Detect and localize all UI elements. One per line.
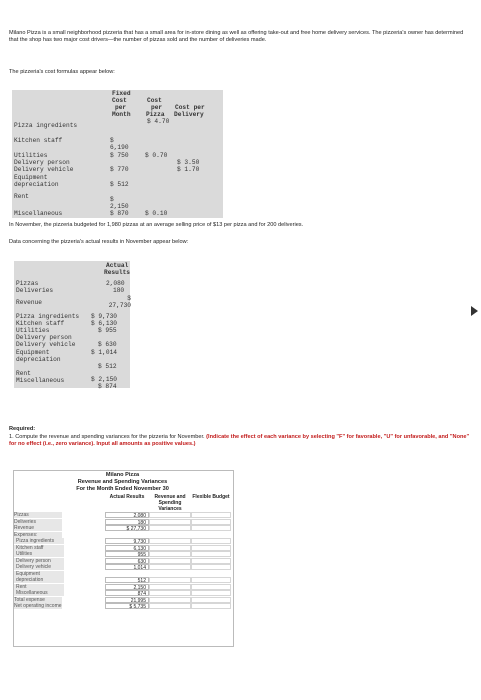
budget-text: In November, the pizzeria budgeted for 1,980 pizzas at an average selling price of $13 per pizza and for 200 deliveries. (9, 222, 304, 228)
actual-row-label: Pizzas (16, 280, 39, 287)
actual-results-cell: 1,014 (105, 564, 149, 570)
actual-value: $ 630 (98, 341, 117, 348)
flexible-budget-input[interactable] (191, 590, 231, 596)
actual-results-cell: 2,150 (105, 584, 149, 590)
actual-row-label: Rent (16, 370, 31, 377)
variance-row (13, 564, 232, 570)
per-delivery-header-1: Cost per (175, 104, 205, 111)
actual-value: $ 27,730 (108, 295, 131, 310)
intro-paragraph: Milano Pizza is a small neighborhood pizzeria that has a small area for in-store dining as well as offering take-out and free home delivery services. The pizzeria's owner has determined that the shop has two major cost drivers—the number of pizzas sold and the number of deliveries made. (9, 30, 464, 44)
actual-header-2: Results (104, 269, 130, 276)
variance-table-title: Revenue and Spending Variances (77, 479, 168, 485)
variance-row (13, 512, 232, 518)
actual-row-label: Kitchen staff (16, 320, 65, 327)
flexible-budget-input[interactable] (191, 584, 231, 590)
actual-row-label: Miscellaneous (16, 377, 65, 384)
variance-input[interactable] (149, 564, 191, 570)
flexible-budget-input[interactable] (191, 551, 231, 557)
actual-results-cell: $ 27,730 (105, 525, 149, 531)
variance-row-label: Equipment depreciation (14, 571, 64, 583)
flexible-budget-input[interactable] (191, 558, 231, 564)
variance-row (13, 584, 232, 590)
col-actual-results: Actual Results (109, 494, 145, 500)
variance-row (13, 603, 232, 609)
fixed-header-2: Cost (112, 97, 127, 104)
variance-row (13, 571, 232, 583)
actual-value: $ 874 (98, 383, 117, 390)
fixed-header-4: Month (112, 111, 131, 118)
flexible-budget-input[interactable] (191, 538, 231, 544)
variance-row-label: Expenses: (14, 532, 62, 538)
variance-input[interactable] (149, 512, 191, 518)
actual-row-label: Pizza ingredients (16, 313, 80, 320)
actual-value: $ 955 (98, 327, 117, 334)
actual-results-cell: 955 (105, 551, 149, 557)
fixed-header-1: Fixed (112, 90, 131, 97)
variance-row-label: Net operating income (14, 603, 62, 609)
actual-row-label: Delivery vehicle (16, 341, 76, 348)
actual-value: $ 9,730 (91, 313, 117, 320)
variance-row-label: Delivery person (14, 558, 64, 564)
actual-results-cell: 630 (105, 558, 149, 564)
actual-header-1: Actual (106, 262, 129, 269)
actual-row-label: Equipment depreciation (16, 349, 61, 364)
flexible-budget-input[interactable] (191, 603, 231, 609)
flexible-budget-input[interactable] (191, 512, 231, 518)
col-flexible-budget: Flexible Budget (192, 494, 230, 500)
per-pizza-value: $ 4.70 (147, 118, 170, 125)
variance-row-label: Pizzas (14, 512, 62, 518)
cost-row-label: Pizza ingredients (14, 122, 78, 129)
variance-input[interactable] (149, 597, 191, 603)
flexible-budget-input[interactable] (191, 519, 231, 525)
cost-row-label: Utilities (14, 152, 48, 159)
fixed-header-3: per (115, 104, 127, 111)
variance-row-label: Pizza ingredients (14, 538, 64, 544)
variance-row-label: Delivery vehicle (14, 564, 64, 570)
fixed-cost-value: $ 2,150 (110, 196, 129, 211)
variance-input[interactable] (149, 577, 191, 583)
variance-row (13, 532, 232, 538)
cost-row-label: Equipment depreciation (14, 174, 59, 189)
cost-row-label: Miscellaneous (14, 210, 63, 217)
actual-value: $ 1,014 (91, 349, 117, 356)
variance-row (13, 545, 232, 551)
variance-input[interactable] (149, 538, 191, 544)
variance-row-label: Miscellaneous (14, 590, 64, 596)
actual-results-cell: 512 (105, 577, 149, 583)
actual-results-cell: 9,730 (105, 538, 149, 544)
variance-input[interactable] (149, 519, 191, 525)
flexible-budget-input[interactable] (191, 525, 231, 531)
variance-row (13, 590, 232, 596)
cost-row-label: Kitchen staff (14, 137, 63, 144)
per-delivery-value: $ 1.70 (177, 166, 200, 173)
actual-results-cell: 21,995 (105, 597, 149, 603)
col-revenue-spending-variances: Revenue and Spending Variances (154, 494, 186, 512)
flexible-budget-input[interactable] (191, 545, 231, 551)
actual-results-cell: 6,130 (105, 545, 149, 551)
variance-row-label: Rent (14, 584, 64, 590)
actual-results-cell: $ 5,735 (105, 603, 149, 609)
cost-row-label: Rent (14, 193, 29, 200)
cost-row-label: Delivery vehicle (14, 166, 74, 173)
fixed-cost-value: $ 6,190 (110, 137, 129, 152)
fixed-cost-value: $ 870 (110, 210, 129, 217)
variance-row-label: Kitchen staff (14, 545, 64, 551)
required-text: 1. Compute the revenue and spending variances for the pizzeria for November. (9, 433, 205, 440)
per-pizza-header-2: per (151, 104, 163, 111)
actual-value: $ 2,150 (91, 376, 117, 383)
variance-row (13, 551, 232, 557)
fixed-cost-value: $ 770 (110, 166, 129, 173)
variance-input[interactable] (149, 525, 191, 531)
variance-row (13, 525, 232, 531)
variance-input[interactable] (149, 584, 191, 590)
variance-table-period: For the Month Ended November 30 (76, 486, 169, 492)
actual-row-label: Utilities (16, 327, 50, 334)
variance-input[interactable] (149, 603, 191, 609)
variance-row-label: Utilities (14, 551, 64, 557)
flexible-budget-input[interactable] (191, 577, 231, 583)
actual-results-cell: 180 (105, 519, 149, 525)
flexible-budget-input[interactable] (191, 564, 231, 570)
variance-row-label: Revenue (14, 525, 62, 531)
variance-input[interactable] (149, 590, 191, 596)
per-pizza-header-1: Cost (147, 97, 162, 104)
actual-value: $ 512 (98, 363, 117, 370)
variance-row-label: Deliveries (14, 519, 62, 525)
actual-value: 2,080 (106, 280, 125, 287)
per-pizza-value: $ 0.10 (145, 210, 168, 217)
variance-row (13, 558, 232, 564)
required-section (9, 426, 471, 449)
variance-row (13, 597, 232, 603)
variance-input[interactable] (149, 558, 191, 564)
per-pizza-header-3: Pizza (146, 111, 165, 118)
fixed-cost-value: $ 750 (110, 152, 129, 159)
per-delivery-value: $ 3.50 (177, 159, 200, 166)
actual-results-cell: 2,080 (105, 512, 149, 518)
required-title: Required: (9, 426, 36, 432)
flexible-budget-input[interactable] (191, 597, 231, 603)
variance-row (13, 538, 232, 544)
actual-value: 180 (113, 287, 125, 294)
mouse-cursor-icon (471, 306, 478, 316)
per-delivery-header-2: Delivery (174, 111, 204, 118)
per-pizza-value: $ 0.70 (145, 152, 168, 159)
actual-results-intro: Data concerning the pizzeria's actual results in November appear below: (9, 239, 189, 245)
variance-input[interactable] (149, 551, 191, 557)
fixed-cost-value: $ 512 (110, 181, 129, 188)
variance-row-label: Total expense (14, 597, 62, 603)
actual-value: $ 6,130 (91, 320, 117, 327)
variance-input[interactable] (149, 545, 191, 551)
actual-results-cell: 874 (105, 590, 149, 596)
cost-row-label: Delivery person (14, 159, 70, 166)
variance-row (13, 519, 232, 525)
cost-formulas-intro: The pizzeria's cost formulas appear below: (9, 69, 115, 75)
required-note: (Indicate the effect of each variance by selecting "F" for favorable, "U" for unfavorable, and "None" for no effect (i.e., zero variance). Input all amounts as positive values.) (9, 433, 470, 448)
actual-row-label: Delivery person (16, 334, 72, 341)
actual-row-label: Revenue (16, 299, 42, 306)
variance-table-company: Milano Pizza (105, 472, 140, 478)
actual-row-label: Deliveries (16, 287, 54, 294)
